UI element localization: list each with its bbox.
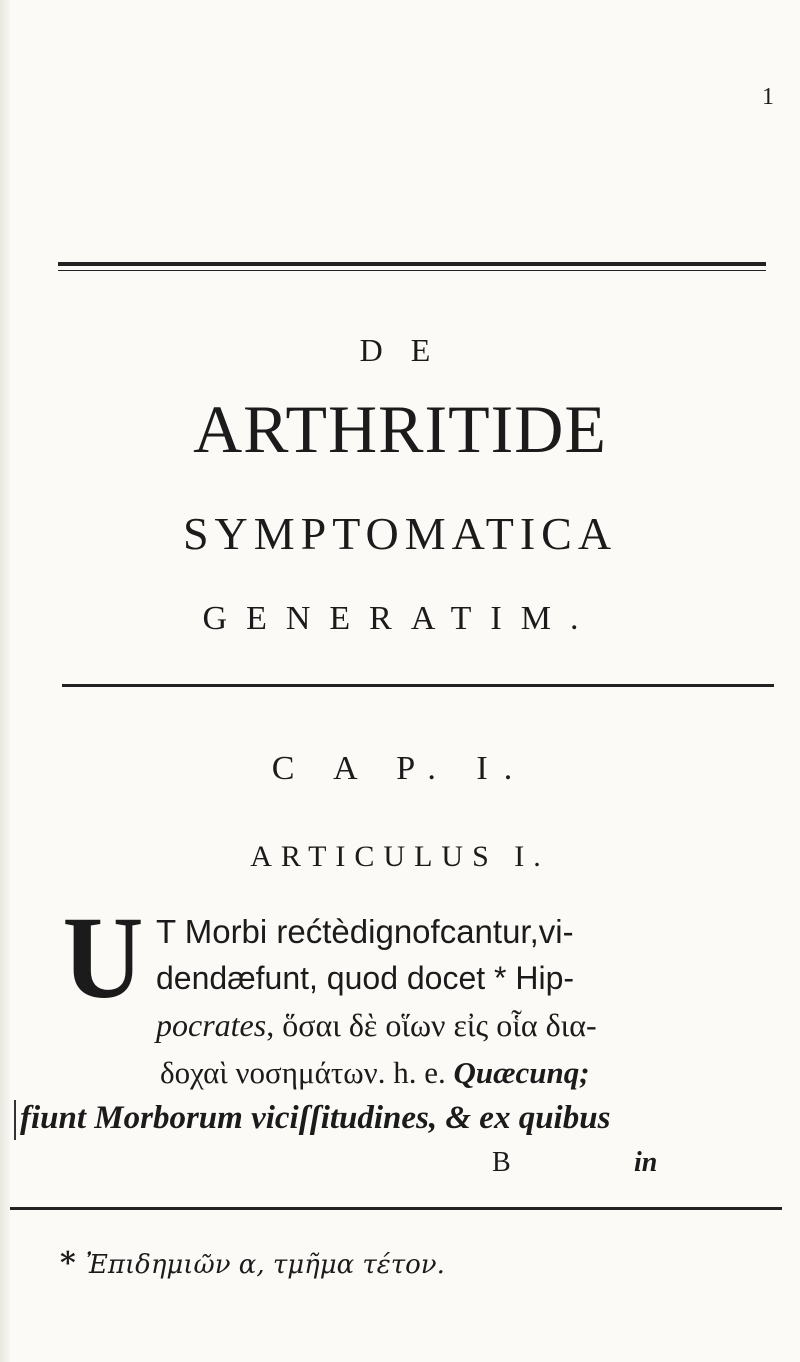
drop-cap: U xyxy=(62,892,144,1023)
body-line-4 xyxy=(160,1057,590,1088)
greek-quote: , ὅσαι δὲ οἵων εἰς οἷα δια- xyxy=(266,1007,597,1043)
header-rule-thick xyxy=(58,262,766,266)
body-line-3 xyxy=(156,1009,597,1041)
header-rule-thin xyxy=(58,270,766,271)
latin-continuation: fiunt Morborum viciſſitudines, & ex quibus xyxy=(20,1100,611,1136)
title-subtitle: SYMPTOMATICA xyxy=(182,508,618,559)
author-name: pocrates xyxy=(156,1007,267,1043)
page-binding-edge xyxy=(0,0,10,1362)
body-line-2: dendæfunt, quod docet * Hip- xyxy=(156,960,575,996)
footnote-text: Ἐπιδημιῶν α, τμῆμα τέτον. xyxy=(85,1250,445,1280)
title-rule xyxy=(62,684,774,687)
footnote xyxy=(60,1246,445,1281)
id-est: h. e. xyxy=(385,1055,454,1090)
footnote-rule xyxy=(10,1207,782,1210)
title-main: ARTHRITIDE xyxy=(193,391,607,467)
signature-mark: B xyxy=(492,1147,511,1178)
body-line-1: T Morbi rećtèdignofcantur,vi- xyxy=(156,913,574,950)
margin-mark xyxy=(14,1100,16,1140)
article-heading: ARTICULUS I. xyxy=(250,840,550,873)
footnote-marker: * xyxy=(60,1246,76,1281)
page-number: 1 xyxy=(762,84,774,110)
title-preposition: D E xyxy=(359,332,441,368)
catchword: in xyxy=(634,1147,658,1178)
title-generatim: GENERATIM. xyxy=(202,600,598,637)
latin-start: Quæcunq; xyxy=(453,1055,590,1090)
body-line-5 xyxy=(20,1102,610,1135)
greek-quote-end: δοχαὶ νοσημάτων. xyxy=(160,1055,386,1090)
chapter-heading: C A P. I. xyxy=(271,750,529,787)
